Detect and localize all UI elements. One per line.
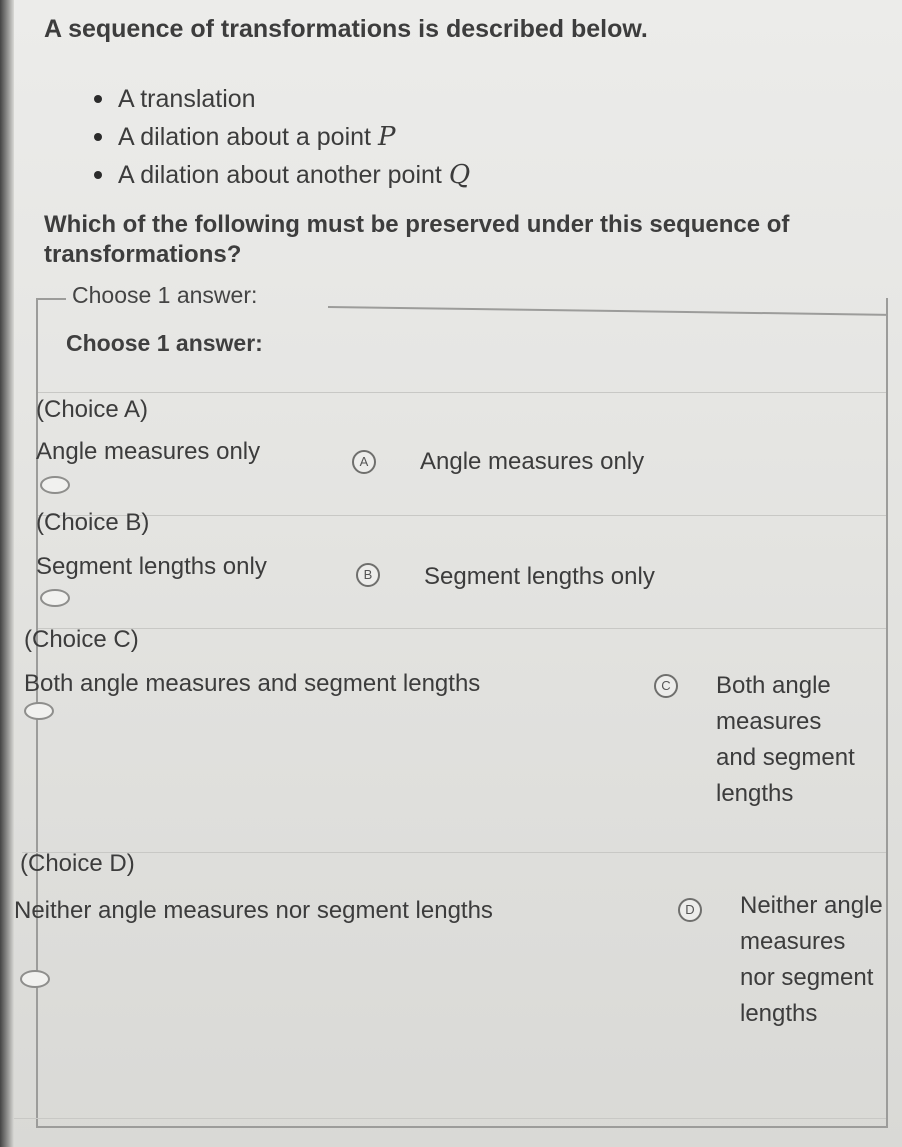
- step-text: A dilation about another point: [118, 161, 449, 189]
- choice-a-label: Angle measures only: [420, 448, 645, 475]
- transformation-list: [96, 80, 470, 194]
- choice-a-letter-icon: A: [352, 450, 376, 474]
- choice-b-label: Segment lengths only: [424, 563, 655, 590]
- choice-c[interactable]: [20, 618, 888, 848]
- step-variable: Q: [448, 160, 471, 190]
- choice-b-letter-icon: B: [356, 563, 380, 587]
- step-text: A translation: [118, 85, 256, 113]
- list-item: [96, 156, 470, 194]
- choice-c-letter-icon: C: [654, 674, 678, 698]
- choice-b-heading: (Choice B): [36, 509, 150, 536]
- divider: [14, 1118, 886, 1119]
- choice-b[interactable]: [36, 505, 888, 625]
- choice-c-radio[interactable]: [24, 702, 54, 720]
- choice-c-heading: (Choice C): [24, 626, 139, 653]
- choice-d-letter-icon: D: [678, 898, 702, 922]
- choice-d-heading: (Choice D): [20, 850, 135, 877]
- list-item: [96, 118, 470, 156]
- answer-heading: Choose 1 answer:: [66, 330, 263, 356]
- list-item: [96, 80, 470, 118]
- choice-a[interactable]: [36, 392, 888, 512]
- screen-edge: [0, 0, 14, 1147]
- choice-d-sr-text: Neither angle measures nor segment lengths: [14, 897, 493, 924]
- choice-c-sr-text: Both angle measures and segment lengths: [24, 670, 481, 697]
- fieldset-legend: Choose 1 answer:: [72, 282, 258, 308]
- choice-b-radio[interactable]: [40, 589, 70, 607]
- bullet-icon: [94, 133, 102, 141]
- question-intro: A sequence of transformations is described below.: [44, 15, 648, 43]
- choice-c-label: Both angle measures and segment lengths: [716, 672, 855, 807]
- question-prompt: Which of the following must be preserved under this sequence of transformations?: [44, 211, 790, 268]
- bullet-icon: [94, 171, 102, 179]
- choice-d-radio[interactable]: [20, 970, 50, 988]
- choice-a-heading: (Choice A): [36, 396, 149, 423]
- step-variable: P: [377, 122, 396, 152]
- choice-a-radio[interactable]: [40, 476, 70, 494]
- bullet-icon: [94, 95, 102, 103]
- choice-d-label: Neither angle measures nor segment lengths: [740, 892, 883, 1027]
- choice-d[interactable]: [14, 842, 888, 1122]
- fieldset-border: [36, 298, 66, 300]
- choice-a-sr-text: Angle measures only: [36, 438, 261, 465]
- step-text: A dilation about a point: [118, 123, 378, 151]
- choice-b-sr-text: Segment lengths only: [36, 553, 267, 580]
